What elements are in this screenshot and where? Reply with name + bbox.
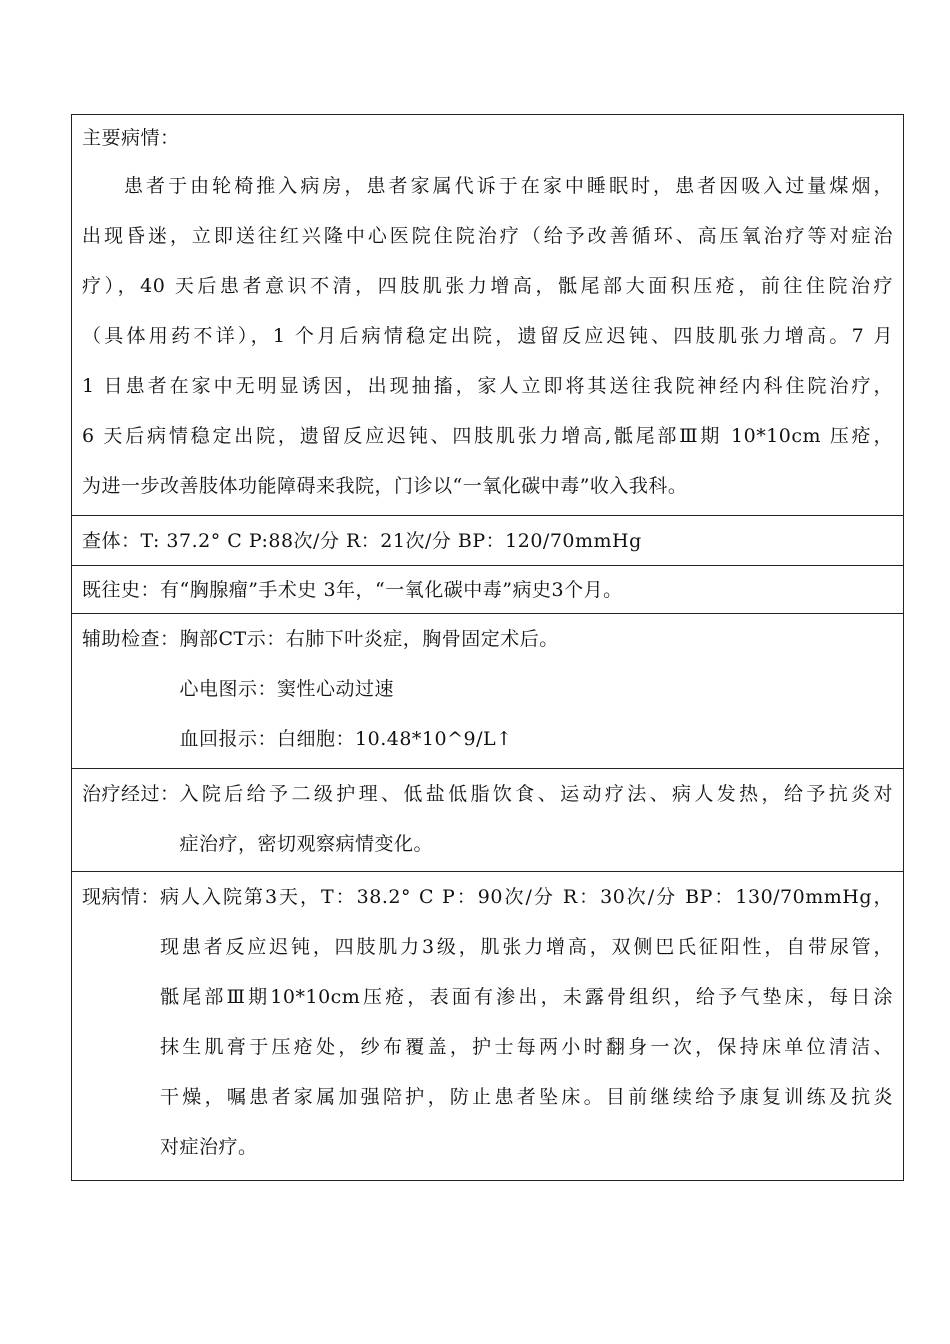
current-condition-line: 对症治疗。 bbox=[160, 1136, 258, 1158]
auxiliary-exam-line: 血回报示：白细胞：10.48*10^9/L↑ bbox=[179, 728, 513, 750]
main-condition-line: 疗），40 天后患者意识不清，四肢肌张力增高，骶尾部大面积压疮，前往住院治疗 bbox=[82, 275, 893, 297]
medical-record-table bbox=[71, 114, 904, 1181]
current-condition-line: 现患者反应迟钝，四肢肌力3级，肌张力增高，双侧巴氏征阳性，自带尿管， bbox=[160, 936, 893, 958]
auxiliary-exam-label: 辅助检查： bbox=[82, 628, 180, 650]
main-condition-section bbox=[72, 115, 903, 515]
current-condition-line: 干燥，嘱患者家属加强陪护，防止患者坠床。目前继续给予康复训练及抗炎 bbox=[160, 1086, 893, 1108]
main-condition-line: 为进一步改善肢体功能障碍来我院，门诊以“一氧化碳中毒”收入我科。 bbox=[82, 475, 688, 497]
auxiliary-exam-line: 胸部CT示：右肺下叶炎症，胸骨固定术后。 bbox=[179, 628, 559, 650]
main-condition-line: 6 天后病情稳定出院，遗留反应迟钝、四肢肌张力增高,骶尾部Ⅲ期 10*10cm 压疮， bbox=[82, 425, 893, 447]
auxiliary-exam-section bbox=[72, 613, 903, 768]
past-history-section bbox=[72, 565, 903, 613]
main-condition-label: 主要病情： bbox=[82, 127, 180, 149]
treatment-line: 症治疗，密切观察病情变化。 bbox=[179, 833, 434, 855]
current-condition-line: 骶尾部Ⅲ期10*10cm压疮，表面有渗出，未露骨组织，给予气垫床，每日涂 bbox=[160, 986, 893, 1008]
main-condition-line: 出现昏迷，立即送往红兴隆中心医院住院治疗（给予改善循环、高压氧治疗等对症治 bbox=[82, 225, 893, 247]
auxiliary-exam-line: 心电图示：窦性心动过速 bbox=[179, 678, 395, 700]
current-condition-label: 现病情： bbox=[82, 886, 161, 908]
physical-exam-text: 查体：T: 37.2° C P:88次/分 R：21次/分 BP：120/70mmHg bbox=[82, 530, 642, 552]
current-condition-line: 抹生肌膏于压疮处，纱布覆盖，护士每两小时翻身一次，保持床单位清洁、 bbox=[160, 1036, 893, 1058]
treatment-label: 治疗经过： bbox=[82, 783, 180, 805]
physical-exam-section bbox=[72, 515, 903, 565]
main-condition-line: 1 日患者在家中无明显诱因，出现抽搐，家人立即将其送往我院神经内科住院治疗， bbox=[82, 375, 893, 397]
past-history-text: 既往史：有“胸腺瘤”手术史 3年，“一氧化碳中毒”病史3个月。 bbox=[82, 579, 623, 601]
treatment-section bbox=[72, 768, 903, 871]
main-condition-line: 患者于由轮椅推入病房，患者家属代诉于在家中睡眠时，患者因吸入过量煤烟， bbox=[124, 175, 893, 197]
treatment-line: 入院后给予二级护理、低盐低脂饮食、运动疗法、病人发热，给予抗炎对 bbox=[179, 783, 893, 805]
current-condition-line: 病人入院第3天，T：38.2° C P：90次/分 R：30次/分 BP：130/70mmHg， bbox=[160, 886, 893, 908]
current-condition-section bbox=[72, 871, 903, 1180]
main-condition-line: （具体用药不详），1 个月后病情稳定出院，遗留反应迟钝、四肢肌张力增高。7 月 bbox=[82, 325, 893, 347]
